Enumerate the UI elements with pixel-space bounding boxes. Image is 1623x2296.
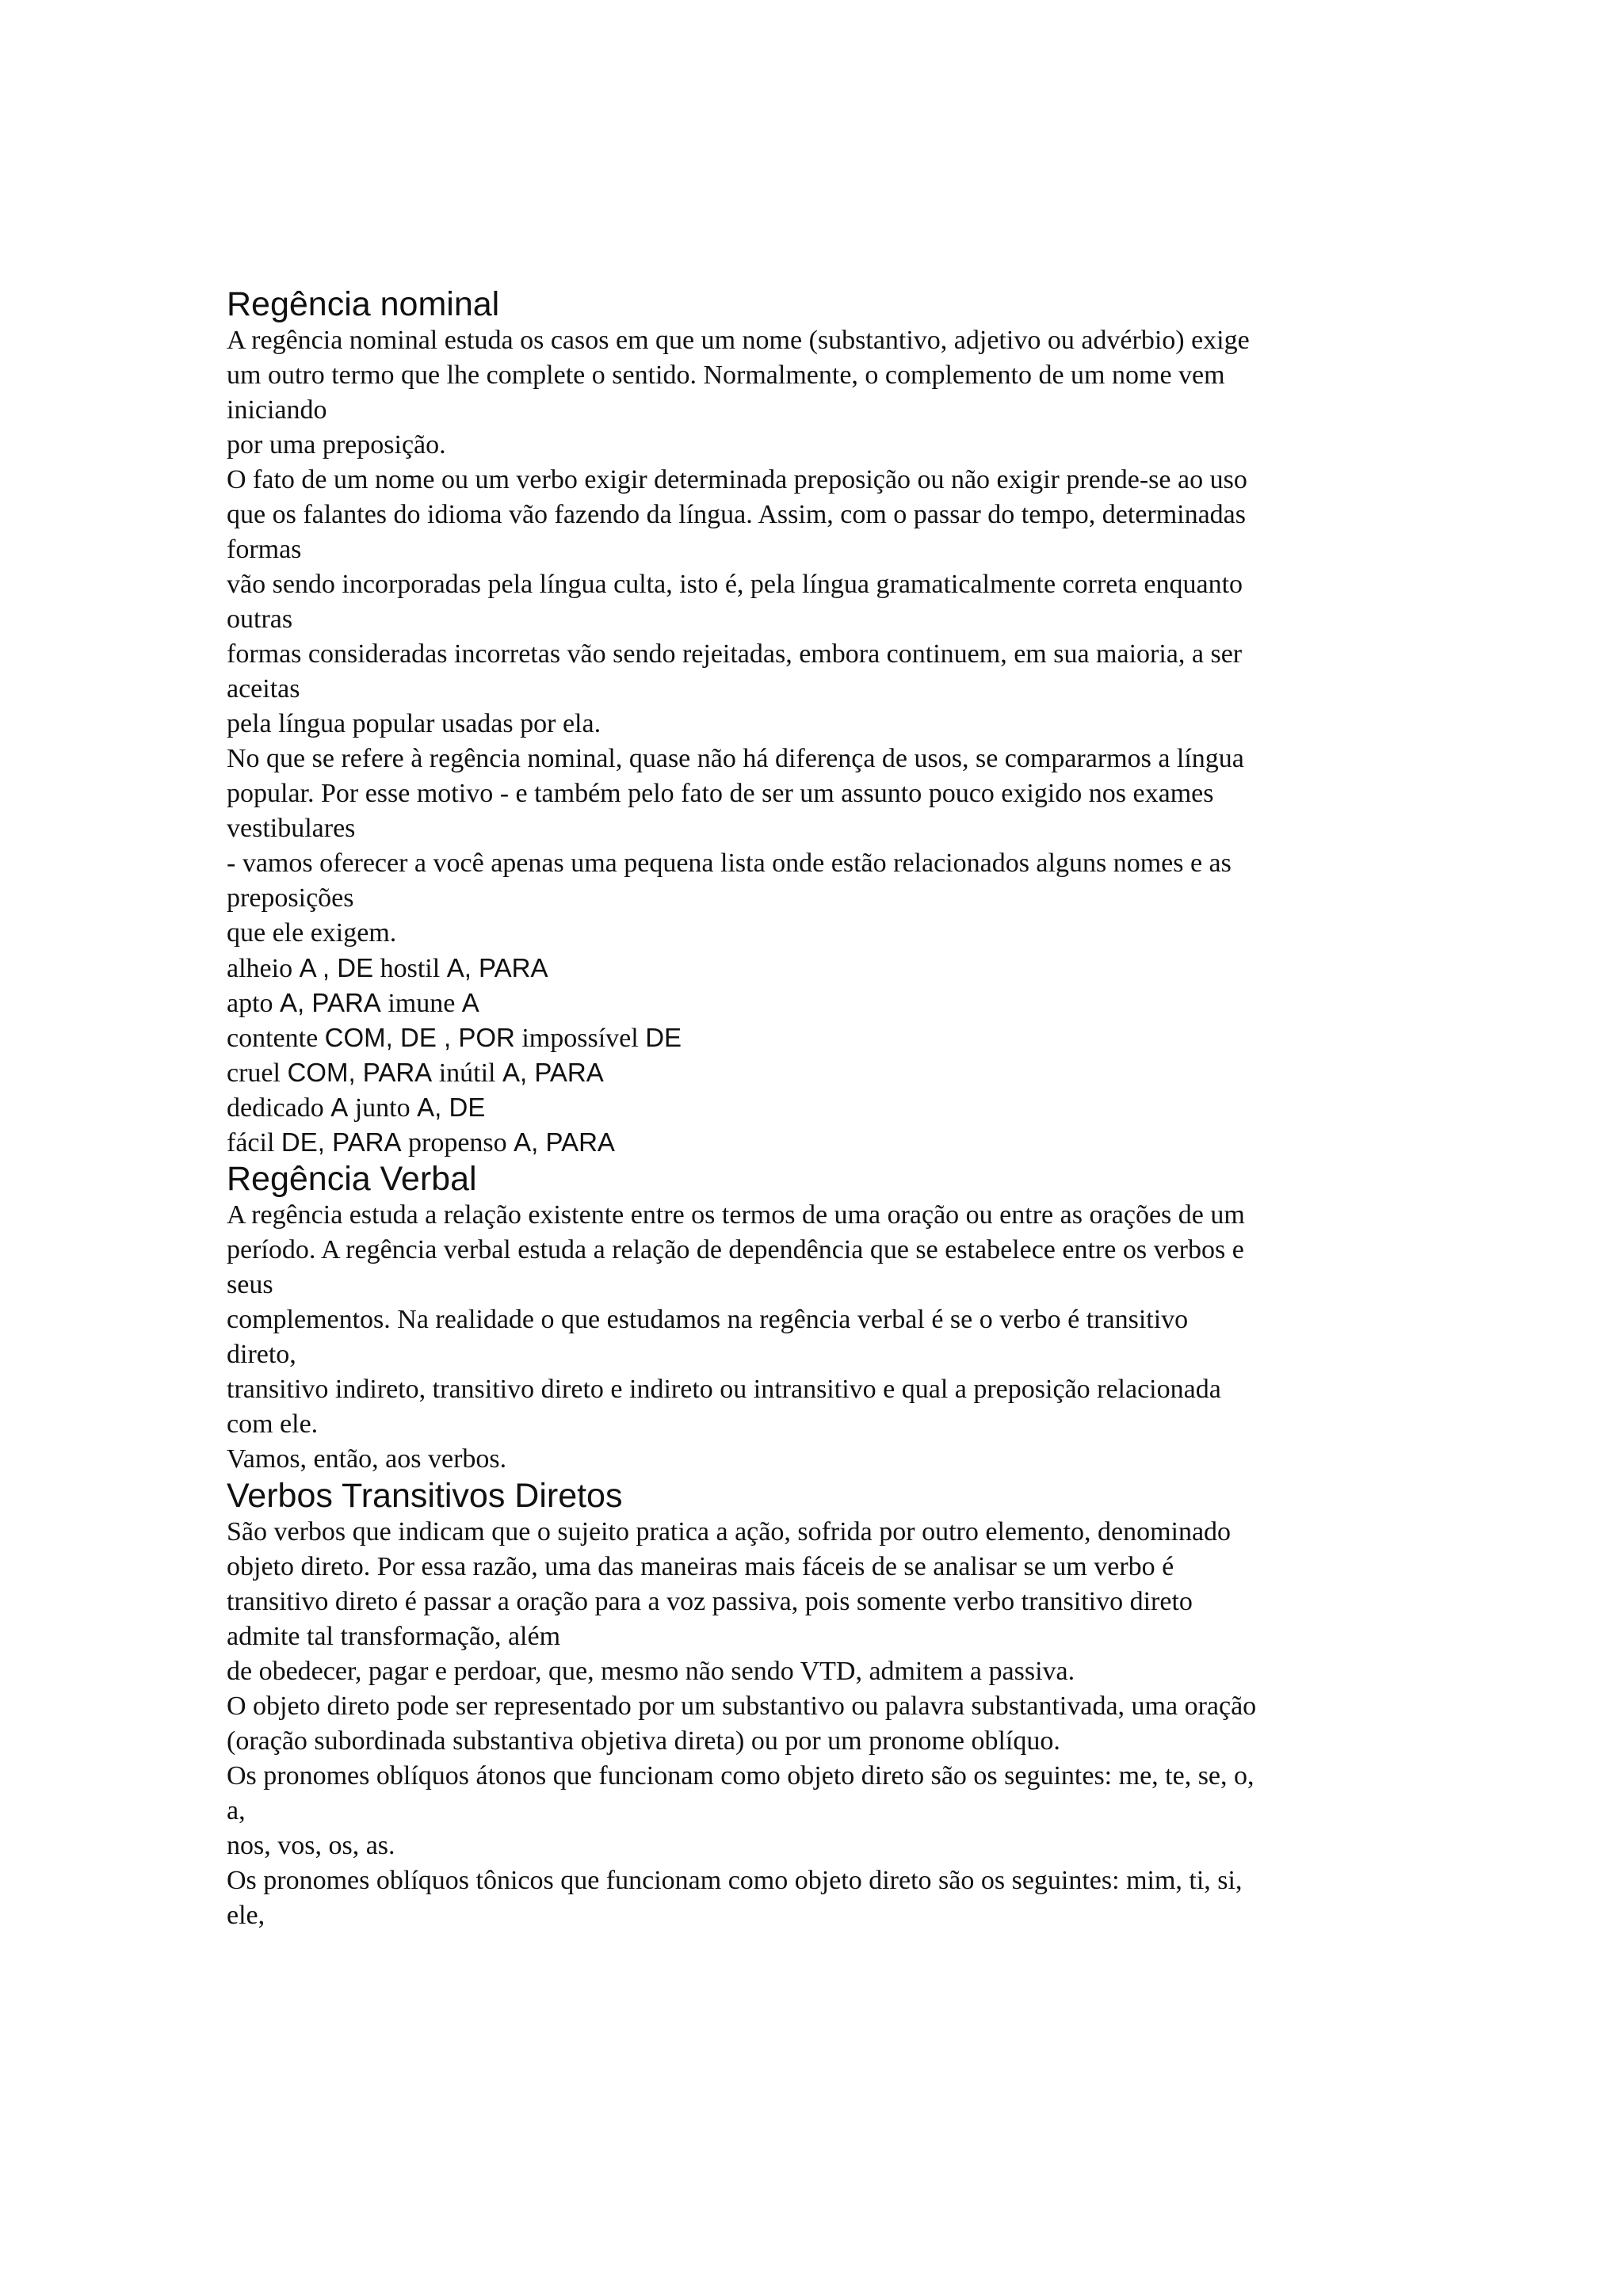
- paragraph-line: período. A regência verbal estuda a relação de dependência que se estabelece entre os verbos e: [227, 1235, 1244, 1264]
- paragraph-line: direto,: [227, 1340, 296, 1369]
- paragraph-line: iniciando: [227, 395, 327, 425]
- paragraph-line: a,: [227, 1796, 246, 1825]
- preposition-label: A , DE: [299, 953, 374, 982]
- paragraph-line: um outro termo que lhe complete o sentido. Normalmente, o complemento de um nome vem: [227, 360, 1225, 390]
- preposition-label: A, PARA: [446, 953, 548, 982]
- paragraph-line: pela língua popular usadas por ela.: [227, 709, 601, 738]
- paragraph-line: complementos. Na realidade o que estudamos na regência verbal é se o verbo é transitivo: [227, 1305, 1189, 1334]
- paragraph-line: O objeto direto pode ser representado por um substantivo ou palavra substantivada, uma oração: [227, 1691, 1257, 1721]
- section-heading: Regência Verbal: [227, 1160, 477, 1198]
- preposition-label: DE, PARA: [281, 1127, 402, 1157]
- paragraph-line: de obedecer, pagar e perdoar, que, mesmo não sendo VTD, admitem a passiva.: [227, 1657, 1075, 1686]
- paragraph-line: A regência nominal estuda os casos em que um nome (substantivo, adjetivo ou advérbio) exige: [227, 326, 1250, 355]
- paragraph-line: seus: [227, 1270, 273, 1299]
- paragraph-line: No que se refere à regência nominal, quase não há diferença de usos, se compararmos a língua: [227, 744, 1244, 773]
- nome-label: alheio: [227, 954, 300, 983]
- paragraph-line: outras: [227, 605, 293, 634]
- paragraph-line: por uma preposição.: [227, 430, 446, 460]
- paragraph-line: com ele.: [227, 1409, 319, 1439]
- paragraph-line: formas: [227, 535, 302, 564]
- nome-label: cruel: [227, 1058, 288, 1088]
- document-body: [227, 285, 1423, 1933]
- paragraph-line: admite tal transformação, além: [227, 1622, 561, 1651]
- section-heading: Verbos Transitivos Diretos: [227, 1477, 623, 1515]
- paragraph-line: Os pronomes oblíquos átonos que funcionam como objeto direto são os seguintes: me, te, se, o,: [227, 1761, 1254, 1791]
- nome-label: apto: [227, 989, 281, 1018]
- preposition-list-item: [227, 1125, 1423, 1160]
- nome-label: impossível: [514, 1024, 646, 1053]
- preposition-label: A, DE: [417, 1093, 486, 1122]
- preposition-list-item: [227, 1090, 1423, 1125]
- paragraph-line: preposições: [227, 883, 354, 913]
- paragraph-line: transitivo indireto, transitivo direto e indireto ou intransitivo e qual a preposição relacionada: [227, 1375, 1221, 1404]
- paragraph-line: formas consideradas incorretas vão sendo rejeitadas, embora continuem, em sua maioria, a ser: [227, 639, 1243, 669]
- paragraph-line: - vamos oferecer a você apenas uma pequena lista onde estão relacionados alguns nomes e as: [227, 849, 1232, 878]
- preposition-label: COM, DE , POR: [324, 1023, 515, 1052]
- paragraph-line: nos, vos, os, as.: [227, 1831, 395, 1860]
- preposition-list-item: [227, 1055, 1423, 1090]
- nome-label: fácil: [227, 1128, 281, 1158]
- paragraph-line: São verbos que indicam que o sujeito pratica a ação, sofrida por outro elemento, denominado: [227, 1517, 1232, 1547]
- paragraph-line: A regência estuda a relação existente entre os termos de uma oração ou entre as orações de um: [227, 1200, 1245, 1230]
- preposition-label: A: [461, 988, 479, 1017]
- preposition-label: COM, PARA: [287, 1058, 433, 1087]
- paragraph-line: popular. Por esse motivo - e também pelo fato de ser um assunto pouco exigido nos exames: [227, 779, 1214, 808]
- paragraph-line: vestibulares: [227, 814, 356, 843]
- paragraph-line: O fato de um nome ou um verbo exigir determinada preposição ou não exigir prende-se ao uso: [227, 465, 1247, 494]
- preposition-label: DE: [645, 1023, 682, 1052]
- paragraph-line: aceitas: [227, 674, 300, 704]
- preposition-label: A: [330, 1093, 349, 1122]
- preposition-label: A, PARA: [514, 1127, 615, 1157]
- paragraph-line: que ele exigem.: [227, 918, 397, 948]
- nome-label: imune: [380, 989, 462, 1018]
- nome-label: hostil: [373, 954, 447, 983]
- preposition-list-item: [227, 986, 1423, 1020]
- preposition-list-item: [227, 951, 1423, 986]
- paragraph-line: (oração subordinada substantiva objetiva direta) ou por um pronome oblíquo.: [227, 1726, 1060, 1756]
- nome-label: junto: [348, 1093, 418, 1123]
- nome-label: dedicado: [227, 1093, 331, 1123]
- nome-label: contente: [227, 1024, 325, 1053]
- preposition-label: A, PARA: [280, 988, 381, 1017]
- paragraph-line: que os falantes do idioma vão fazendo da língua. Assim, com o passar do tempo, determinadas: [227, 500, 1247, 529]
- paragraph-line: transitivo direto é passar a oração para a voz passiva, pois somente verbo transitivo direto: [227, 1587, 1193, 1616]
- paragraph-line: Vamos, então, aos verbos.: [227, 1444, 507, 1474]
- paragraph-line: Os pronomes oblíquos tônicos que funcionam como objeto direto são os seguintes: mim, ti, si,: [227, 1866, 1243, 1895]
- preposition-list-item: [227, 1020, 1423, 1055]
- nome-label: inútil: [432, 1058, 502, 1088]
- nome-label: propenso: [401, 1128, 514, 1158]
- section-heading: Regência nominal: [227, 285, 500, 323]
- paragraph-line: ele,: [227, 1901, 265, 1930]
- paragraph-line: objeto direto. Por essa razão, uma das maneiras mais fáceis de se analisar se um verbo é: [227, 1552, 1174, 1581]
- preposition-label: A, PARA: [502, 1058, 604, 1087]
- paragraph-line: vão sendo incorporadas pela língua culta, isto é, pela língua gramaticalmente correta enquanto: [227, 570, 1243, 599]
